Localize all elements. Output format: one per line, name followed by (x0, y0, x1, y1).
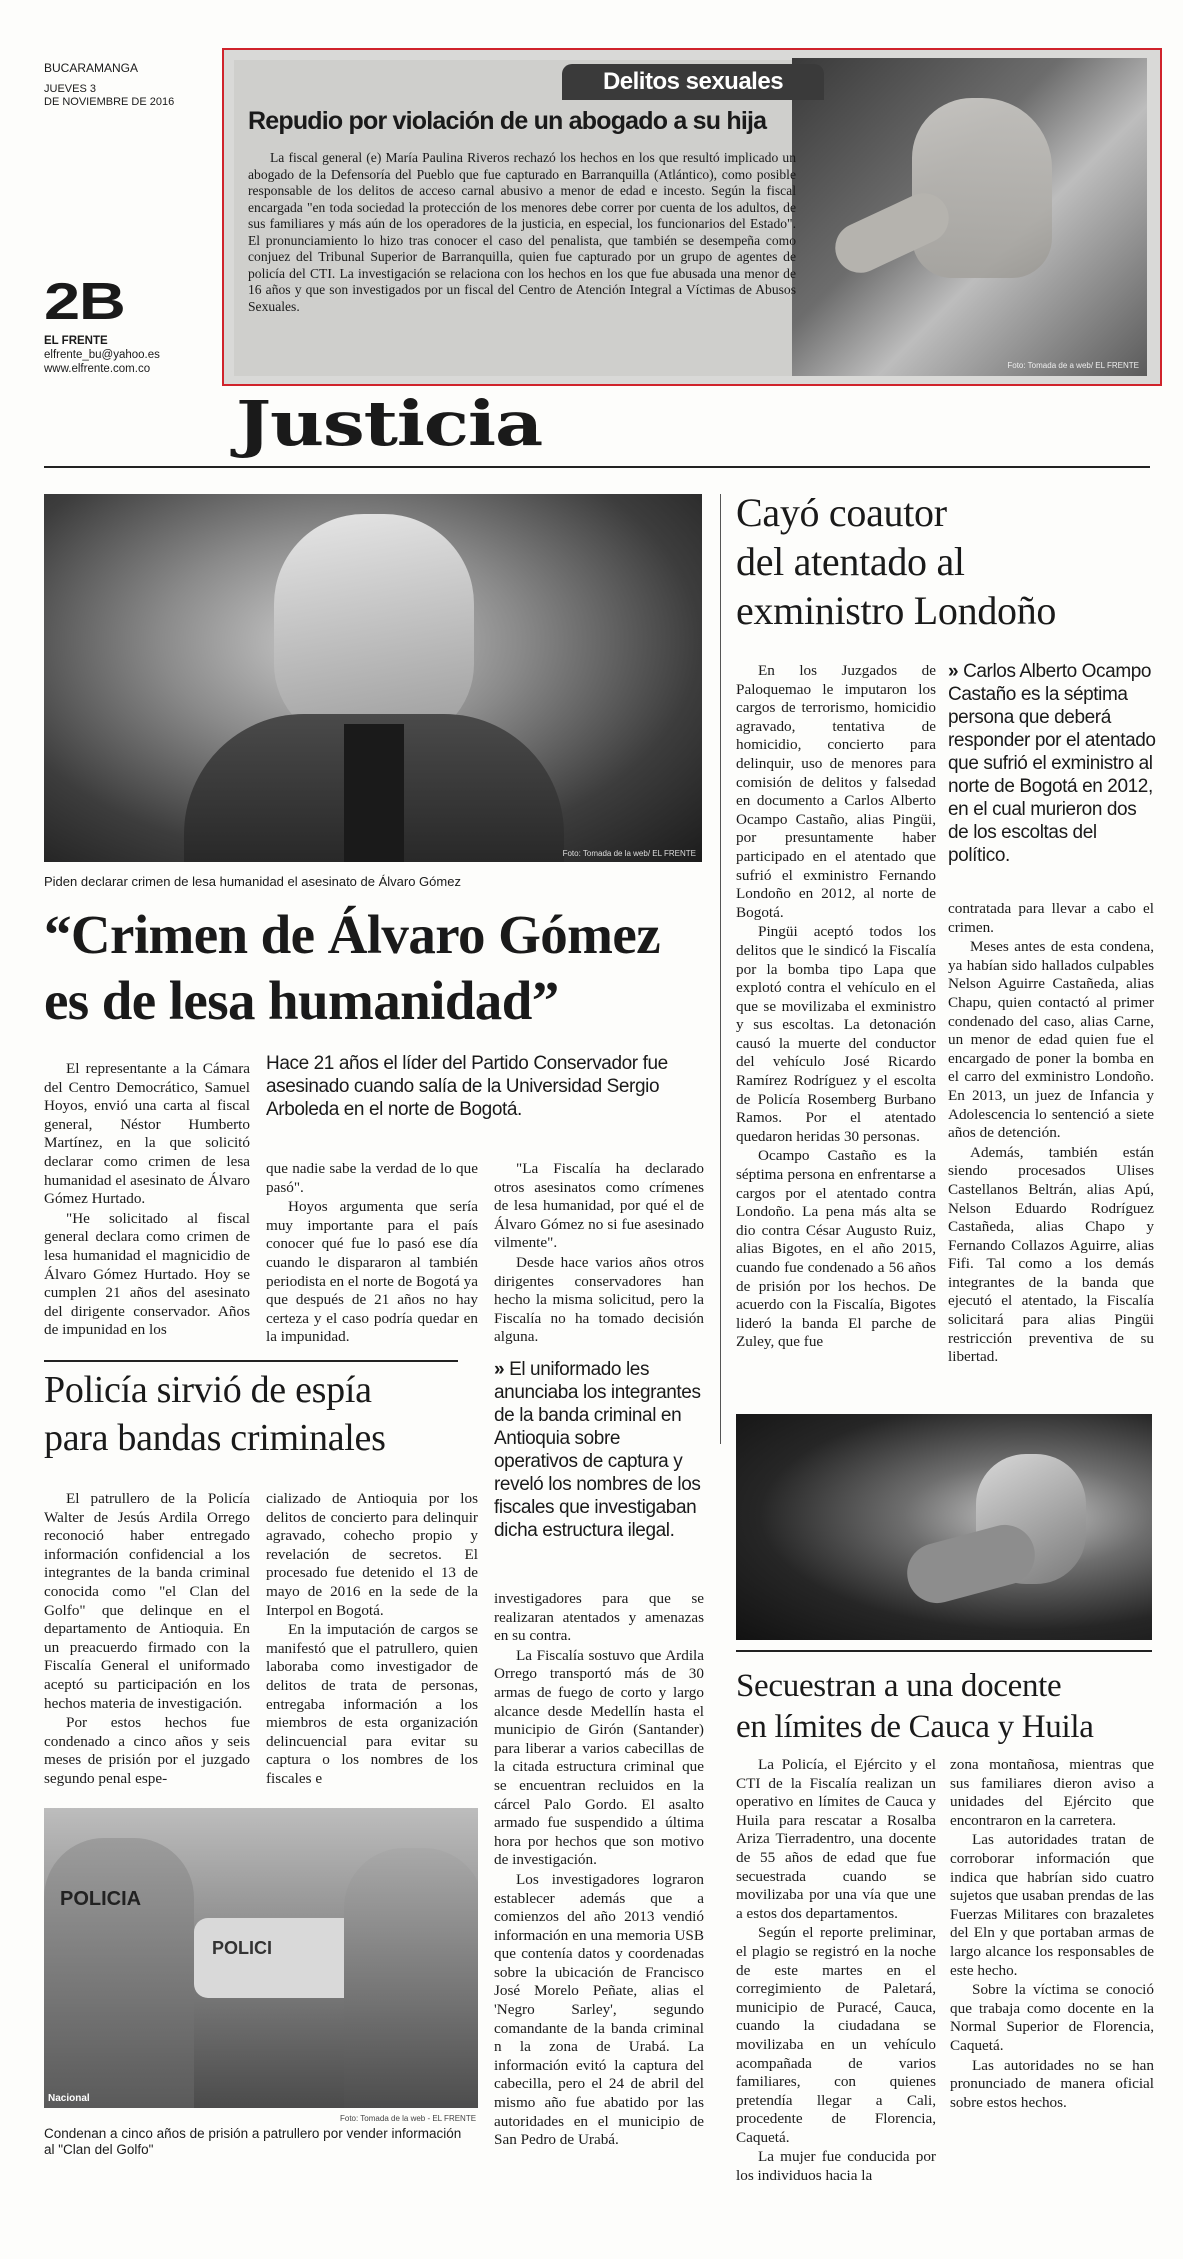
londono-headline (736, 488, 1156, 635)
brief-photo (792, 58, 1147, 376)
paragraph: Por estos hechos fue condenado a cinco años y seis meses de prisión por el juzgado segundo penal espe- (44, 1714, 250, 1787)
docente-headline-line2: en límites de Cauca y Huila (736, 1709, 1094, 1745)
paragraph: contratada para llevar a cabo el crimen. (948, 900, 1154, 936)
policia-caption: Condenan a cinco años de prisión a patrullero por vender información al "Clan del Golfo" (44, 2126, 462, 2157)
paper-name: EL FRENTE (44, 335, 108, 347)
policia-col3 (494, 1590, 704, 2151)
londono-photo (736, 1414, 1152, 1640)
gomez-headline-line1: “Crimen de Álvaro Gómez (44, 904, 661, 965)
brief-tag: Delitos sexuales (562, 64, 824, 100)
issue-date: DE NOVIEMBRE DE 2016 (44, 96, 175, 108)
londono-headline-line3: exministro Londoño (736, 588, 1057, 633)
paragraph: La mujer fue conducida por los individuos hacia la (736, 2148, 936, 2185)
paragraph: Según el reporte preliminar, el plagio se registró en la noche de este martes en el corregimiento de Paletará, municipio de Puracé, Cauca, cuando la ciudadana se movilizaba en un vehículo acompañada de varios familiares, con quienes pretendía llegar a Cali, procedente de Florencia, Caquetá. (736, 1924, 936, 2146)
paragraph: "He solicitado al fiscal general declara como crimen de lesa humanidad el magnicidio de Álvaro Gómez Hurtado. Hoy se cumplen 21 años del asesinato del dirigente conservador. Años de impunidad en los (44, 1209, 250, 1339)
paragraph: Las autoridades no se han pronunciado de manera oficial sobre estos hechos. (950, 2056, 1154, 2111)
car-text: POLICI (212, 1938, 273, 1958)
paragraph: Sobre la víctima se conoció que trabaja como docente en la Normal Superior de Florencia, Caquetá. (950, 1981, 1154, 2054)
paragraph: La Policía, el Ejército y el CTI de la Fiscalía realizan un operativo en límites de Cauca y Huila para rescatar a Rosalba Ariza Tierradentro, una docente de 55 años de edad que fue secuestrada cuando se movilizaba por una vía que une a estos dos departamentos. (736, 1756, 936, 1922)
policia-headline-line1: Policía sirvió de espía (44, 1369, 372, 1411)
londono-headline-line2: del atentado al (736, 539, 965, 584)
masthead-info (44, 62, 214, 109)
brief-headline: Repudio por violación de un abogado a su hija (248, 107, 767, 135)
paragraph: Los investigadores lograron establecer además que a comienzos del año 2013 vendió información en una memoria USB que contenía datos y coordenadas sobre la ubicación de Francisco José Morelo Peñate, alias el 'Negro Sarley', segundo comandante de la banda criminal n la zona de Urabá. La información evitó la captura del cabecilla, pero el 24 de abril del mismo año fue abatido por las autoridades en el municipio de San Pedro de Urabá. (494, 1870, 704, 2149)
gomez-photo-credit: Foto: Tomada de la web/ EL FRENTE (562, 849, 696, 858)
gomez-headline (44, 902, 724, 1034)
paragraph: La Fiscalía sostuvo que Ardila Orrego transportó más de 30 armas de fuego de corto y largo alcance desde Medellín hasta el municipio de Girón (Santander) para liberar a varios cabecillas de la citada estructura criminal que se encuentran recluidos en la cárcel Palo Gordo. El asalto armado fue suspendido a última hora por hechos que son motivo de investigación. (494, 1646, 704, 1869)
paragraph: zona montañosa, mientras que sus familiares dieron aviso a unidades del Ejército que encontraron en la carretera. (950, 1756, 1154, 1829)
paragraph: "La Fiscalía ha declarado otros asesinatos como crímenes de lesa humanidad, por qué el de Álvaro Gómez no si fue asesinado vilmente". (494, 1160, 704, 1252)
paragraph: Meses antes de esta condena, ya habían sido hallados culpables Nelson Aguirre Castañeda, alias Chapu, quien contactó al primer condenado del caso, alias Carne, un menor de edad quien fue el encargado de poner la bomba en el carro del exministro Londoño. En 2013, un juez de Infancia y Adolescencia lo sentenció a siete años de detención. (948, 938, 1154, 1142)
gomez-caption: Piden declarar crimen de lesa humanidad el asesinato de Álvaro Gómez (44, 874, 461, 889)
docente-col2 (950, 1756, 1154, 2113)
section-title: Justicia (236, 387, 542, 460)
paragraph: En los Juzgados de Paloquemao le imputaron los cargos de terrorismo, homicidio agravado, tentativa de homicidio, concierto para delinquir, uso de menores para comisión de delitos y falsedad en documento a Carlos Alberto Ocampo Castaño, alias Pingüi, por presuntamente haber participado en el atentado que sufrió el exministro Fernando Londoño en 2012, al norte de Bogotá. (736, 662, 936, 921)
policia-photo (44, 1808, 478, 2108)
docente-headline (736, 1666, 1156, 1748)
londono-col1 (736, 662, 936, 1353)
gomez-deck: Hace 21 años el líder del Partido Conservador fue asesinado cuando salía de la Universidad Sergio Arboleda en el norte de Bogotá. (266, 1053, 668, 1120)
column-rule (720, 494, 721, 1444)
paragraph: investigadores para que se realizaran atentados y amenazas en su contra. (494, 1590, 704, 1645)
policia-rule (44, 1360, 458, 1362)
paragraph: Hoyos argumenta que sería muy importante para el país conocer qué fue lo pasó ese día cuando le dispararon al también periodista en el norte de Bogotá ya que después de 21 años no hay certeza y el caso podría quedar en la impunidad. (266, 1198, 478, 1346)
londono-headline-line1: Cayó coautor (736, 490, 947, 535)
issue-day: JUEVES 3 (44, 83, 96, 95)
vest-text: POLICIA (60, 1888, 142, 1910)
web-link[interactable]: www.elfrente.com.co (44, 363, 151, 375)
policia-deck (494, 1358, 706, 1542)
photo-label: Nacional (48, 2093, 90, 2104)
policia-deck-text: El uniformado les anunciaba los integrantes de la banda criminal en Antioquia sobre operativos de captura y reveló los nombres de los fiscales que investigaban dicha estructura ilegal. (494, 1359, 701, 1541)
paragraph: cializado de Antioquia por los delitos de concierto para delinquir agravado, cohecho propio y revelación de secretos. El procesado fue detenido el 13 de mayo de 2016 en la sede de la Interpol en Bogotá. (266, 1490, 478, 1619)
paragraph: El patrullero de la Policía Walter de Jesús Ardila Orrego reconoció haber entregado información confidencial a los integrantes de la banda criminal conocida como "el Clan del Golfo" que delinque en el departamento de Antioquia. En un preacuerdo firmado con la Fiscalía General el uniformado aceptó su participación en los hechos materia de investigación. (44, 1490, 250, 1712)
gomez-col2 (266, 1160, 478, 1348)
paragraph: Ocampo Castaño es la séptima persona en enfrentarse a cargos por el atentado contra Londoño. La pena más alta se dio contra César Augusto Ruiz, alias Bigotes, en el año 2015, cuando fue condenado a 56 años de prisión por los hechos. De acuerdo con la Fiscalía, Bigotes lideró la banda El parche de Zuley, que fue (736, 1147, 936, 1351)
arrow-icon: » (494, 1359, 505, 1380)
gomez-col1 (44, 1060, 250, 1341)
city: BUCARAMANGA (44, 61, 139, 75)
brief-photo-credit: Foto: Tomada de a web/ EL FRENTE (1007, 361, 1139, 370)
arrow-icon: » (948, 661, 959, 682)
londono-rule (736, 1650, 1152, 1652)
paragraph: Desde hace varios años otros dirigentes conservadores han hecho la misma solicitud, pero la Fiscalía no ha tomado decisión alguna. (494, 1253, 704, 1346)
docente-headline-line1: Secuestran a una docente (736, 1668, 1062, 1704)
paragraph: En la imputación de cargos se manifestó que el patrullero, quien laboraba como investigador de delitos de trata de personas, entregaba información a los miembros de esta organización delincuencial para evitar su captura o los nombres de los fiscales e (266, 1621, 478, 1787)
policia-col1 (44, 1490, 250, 1790)
londono-deck-text: Carlos Alberto Ocampo Castaño es la séptima persona que deberá responder por el atentado que sufrió el exministro al norte de Bogotá en 2012, en el cual murieron dos de los escoltas del político. (948, 661, 1156, 866)
brief-body: La fiscal general (e) María Paulina Riveros rechazó los hechos en los que resultó implicado un abogado de la Defensoría del Pueblo que fue capturado en Barranquilla (Atlántico), como posible responsable de los delitos de acceso carnal abusivo a menor de edad e incesto. Según la fiscal encargada "en toda sociedad la protección de los menores debe correr por cuenta de los adultos, de sus familiares y más aún de los operadores de la justicia, en especial, los funcionarios del Estado". El pronunciamiento lo hizo tras conocer el caso del penalista, que también se desempeña como conjuez del Tribunal Superior de Barranquilla, quien fue capturado por un grupo de agentes de policía del CTI. La investigación se relaciona con los hechos en los que fue abusada una menor de 16 años y que son investigados por un fiscal del Centro de Atención Integral a Víctimas de Abusos Sexuales. (248, 150, 796, 314)
londono-col2 (948, 900, 1154, 1368)
brief-box (222, 48, 1162, 386)
londono-deck (948, 660, 1156, 867)
contact-info (44, 334, 244, 376)
paragraph: El representante a la Cámara del Centro Democrático, Samuel Hoyos, envió una carta al fiscal general, Néstor Humberto Martínez, en la que solicitó declarar como crimen de lesa humanidad el asesinato de Álvaro Gómez Hurtado. (44, 1060, 250, 1208)
paragraph: Pingüi aceptó todos los delitos que le sindicó la Fiscalía por la bomba tipo Lapa que explotó contra el vehículo en el que se movilizaba el exministro y sus escoltas. La detonación causó la muerte del conductor del vehículo José Ricardo Ramírez Rodríguez y el escolta de Policía Rosemberg Burbano Ramos. Por el atentado quedaron heridas 30 personas. (736, 923, 936, 1145)
email-link[interactable]: elfrente_bu@yahoo.es (44, 349, 160, 361)
policia-headline-line2: para bandas criminales (44, 1417, 386, 1459)
section-rule (44, 466, 1150, 468)
gomez-headline-line2: es de lesa humanidad” (44, 970, 559, 1031)
docente-col1 (736, 1756, 936, 2187)
policia-headline (44, 1366, 474, 1462)
gomez-photo (44, 494, 702, 862)
paragraph: que nadie sabe la verdad de lo que pasó". (266, 1160, 478, 1196)
page-number: 2B (44, 273, 125, 331)
gomez-col3 (494, 1160, 704, 1348)
paragraph: Además, también están siendo procesados Ulises Castellanos Beltrán, alias Apú, Nelson Eduardo Rodríguez Castañeda, alias Chapo y Fernando Collazos Aguirre, alias Fifi. Tal como a los demás integrantes de la banda que ejecutó el atentado, la Fiscalía solicitará para alias Pingüi restricción preventiva de su libertad. (948, 1143, 1154, 1366)
paragraph: Las autoridades tratan de corroborar información que indica que habrían sido cuatro sujetos que usaban prendas de las Fuerzas Militares con brazaletes del Eln y que portaban armas de largo alcance los responsables de este hecho. (950, 1831, 1154, 1979)
policia-col2 (266, 1490, 478, 1790)
policia-photo-credit: Foto: Tomada de la web - EL FRENTE (340, 2114, 477, 2123)
